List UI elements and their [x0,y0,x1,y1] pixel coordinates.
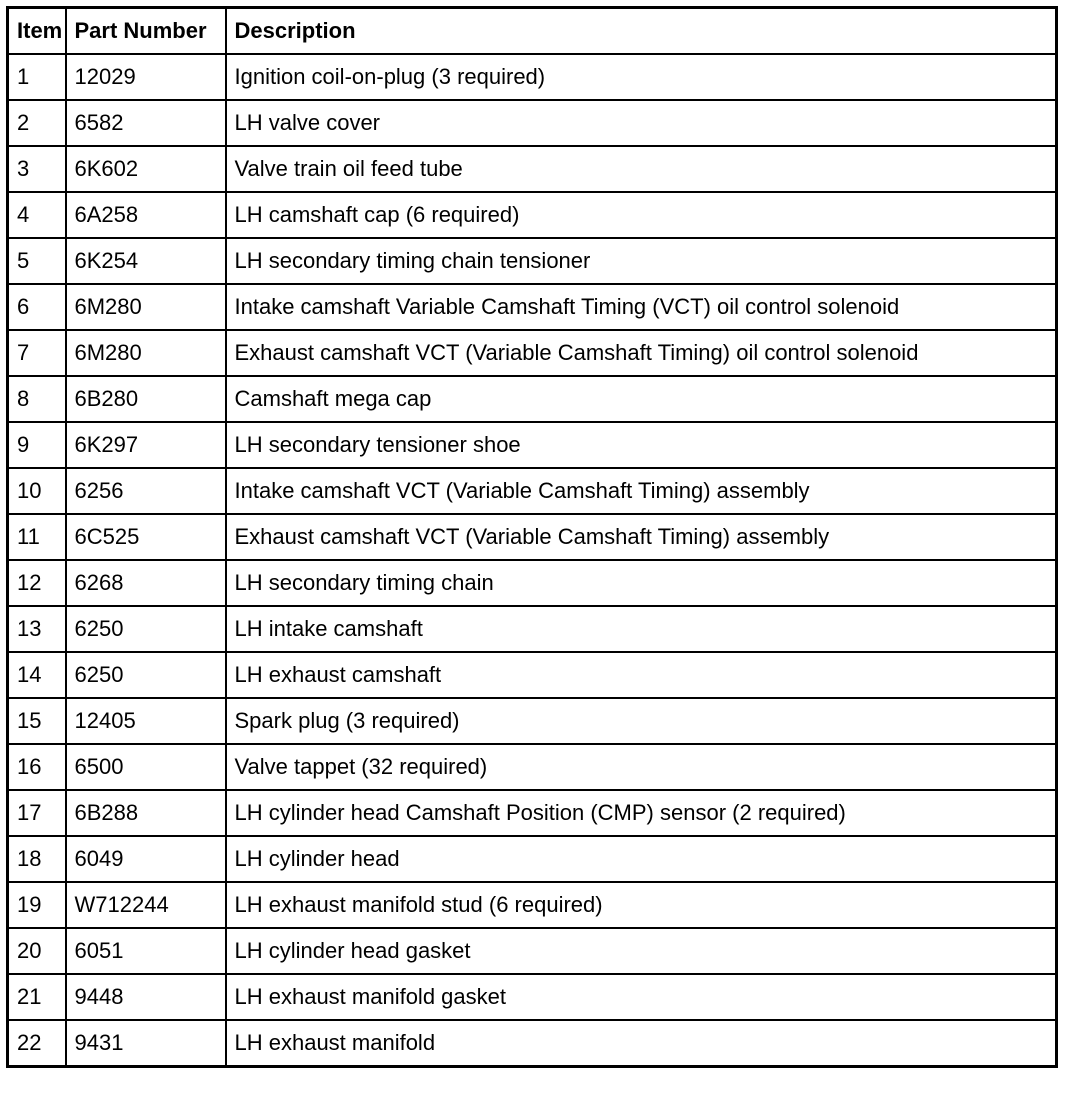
cell-item: 3 [8,146,66,192]
cell-item: 4 [8,192,66,238]
cell-description: Ignition coil-on-plug (3 required) [226,54,1057,100]
cell-part-number: 6K602 [66,146,226,192]
table-header [8,8,1057,55]
header-row [8,8,1057,55]
cell-part-number: 6M280 [66,330,226,376]
cell-item: 8 [8,376,66,422]
cell-part-number: 6C525 [66,514,226,560]
cell-item: 16 [8,744,66,790]
cell-description: LH valve cover [226,100,1057,146]
table-row [8,468,1057,514]
header-item: Item [8,8,66,55]
cell-description: Valve train oil feed tube [226,146,1057,192]
cell-part-number: 6049 [66,836,226,882]
table-row [8,744,1057,790]
cell-part-number: 9448 [66,974,226,1020]
cell-part-number: 6K297 [66,422,226,468]
cell-item: 21 [8,974,66,1020]
cell-item: 11 [8,514,66,560]
cell-part-number: 12029 [66,54,226,100]
table-row [8,54,1057,100]
cell-item: 5 [8,238,66,284]
table-body [8,54,1057,1067]
cell-item: 18 [8,836,66,882]
cell-description: LH cylinder head Camshaft Position (CMP) sensor (2 required) [226,790,1057,836]
table-row [8,514,1057,560]
cell-part-number: 6250 [66,606,226,652]
table-row [8,192,1057,238]
cell-description: LH exhaust camshaft [226,652,1057,698]
table-row [8,560,1057,606]
table-row [8,146,1057,192]
cell-part-number: 6500 [66,744,226,790]
cell-item: 6 [8,284,66,330]
header-part-number: Part Number [66,8,226,55]
cell-part-number: 6051 [66,928,226,974]
cell-description: LH exhaust manifold stud (6 required) [226,882,1057,928]
cell-item: 15 [8,698,66,744]
cell-description: LH secondary timing chain [226,560,1057,606]
cell-part-number: 9431 [66,1020,226,1067]
cell-part-number: 6582 [66,100,226,146]
cell-description: Camshaft mega cap [226,376,1057,422]
table-row [8,238,1057,284]
cell-part-number: 6B280 [66,376,226,422]
cell-description: LH cylinder head gasket [226,928,1057,974]
table-row [8,330,1057,376]
cell-description: LH cylinder head [226,836,1057,882]
cell-description: Exhaust camshaft VCT (Variable Camshaft Timing) oil control solenoid [226,330,1057,376]
cell-description: Valve tappet (32 required) [226,744,1057,790]
table-row [8,790,1057,836]
table-row [8,376,1057,422]
cell-part-number: 6268 [66,560,226,606]
cell-description: Exhaust camshaft VCT (Variable Camshaft Timing) assembly [226,514,1057,560]
table-row [8,836,1057,882]
cell-part-number: 12405 [66,698,226,744]
header-description: Description [226,8,1057,55]
cell-description: Spark plug (3 required) [226,698,1057,744]
cell-description: Intake camshaft Variable Camshaft Timing (VCT) oil control solenoid [226,284,1057,330]
table-row [8,698,1057,744]
cell-part-number: 6K254 [66,238,226,284]
table-row [8,422,1057,468]
cell-part-number: 6250 [66,652,226,698]
cell-item: 22 [8,1020,66,1067]
cell-item: 10 [8,468,66,514]
cell-description: LH exhaust manifold gasket [226,974,1057,1020]
table-row [8,1020,1057,1067]
cell-item: 7 [8,330,66,376]
cell-item: 20 [8,928,66,974]
parts-table [6,6,1058,1068]
cell-description: LH intake camshaft [226,606,1057,652]
cell-description: LH camshaft cap (6 required) [226,192,1057,238]
cell-part-number: W712244 [66,882,226,928]
cell-item: 13 [8,606,66,652]
cell-part-number: 6B288 [66,790,226,836]
cell-part-number: 6A258 [66,192,226,238]
table-row [8,928,1057,974]
cell-part-number: 6256 [66,468,226,514]
table-row [8,974,1057,1020]
table-row [8,284,1057,330]
cell-item: 1 [8,54,66,100]
cell-item: 19 [8,882,66,928]
cell-item: 9 [8,422,66,468]
cell-item: 2 [8,100,66,146]
cell-description: LH exhaust manifold [226,1020,1057,1067]
cell-description: LH secondary timing chain tensioner [226,238,1057,284]
cell-description: Intake camshaft VCT (Variable Camshaft Timing) assembly [226,468,1057,514]
table-row [8,652,1057,698]
table-row [8,606,1057,652]
cell-part-number: 6M280 [66,284,226,330]
table-row [8,100,1057,146]
cell-description: LH secondary tensioner shoe [226,422,1057,468]
cell-item: 17 [8,790,66,836]
cell-item: 12 [8,560,66,606]
cell-item: 14 [8,652,66,698]
table-row [8,882,1057,928]
